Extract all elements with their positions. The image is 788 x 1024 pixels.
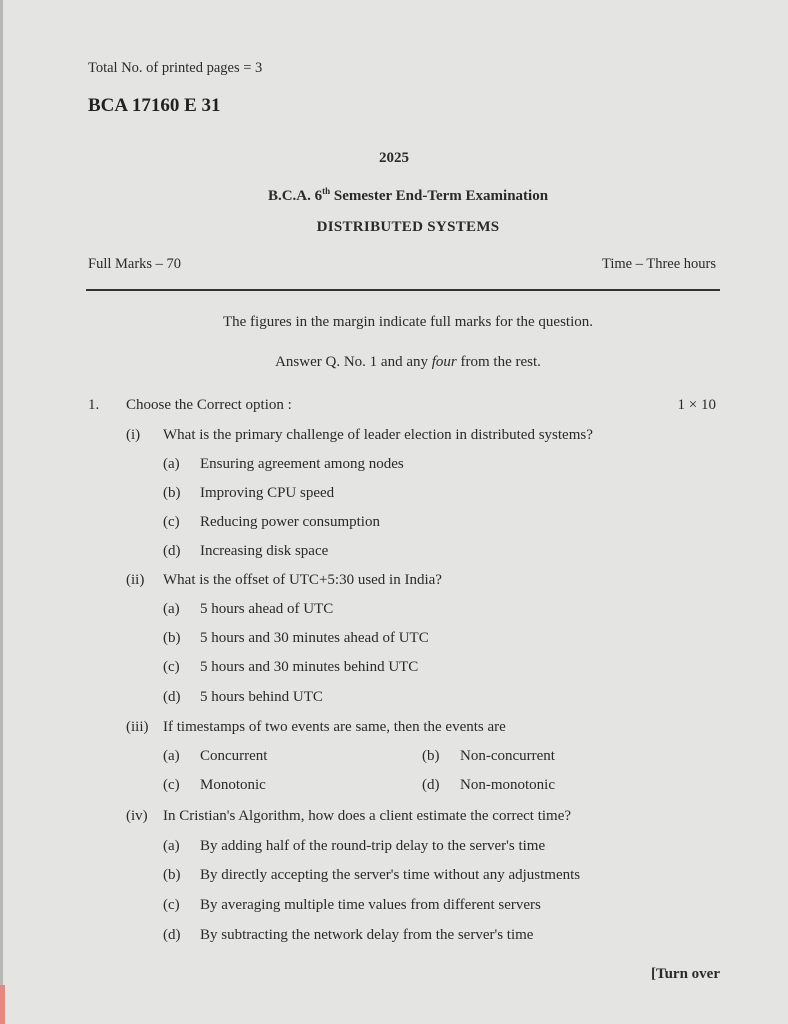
option-label: (b)	[163, 485, 181, 501]
exam-year: 2025	[379, 150, 409, 166]
page-edge	[0, 0, 3, 985]
time-allowed: Time – Three hours	[602, 256, 716, 272]
option-label: (b)	[163, 630, 181, 646]
subquestion-number: (ii)	[126, 572, 145, 588]
option-text: 5 hours and 30 minutes behind UTC	[200, 659, 419, 675]
option-text: Improving CPU speed	[200, 485, 335, 501]
option-label: (d)	[163, 689, 181, 705]
option-text: By subtracting the network delay from the server's time	[200, 927, 534, 943]
option-label: (d)	[163, 543, 181, 559]
subquestion-number: (iii)	[126, 719, 149, 735]
option-label: (a)	[163, 456, 180, 472]
option-text: By directly accepting the server's time without any adjustments	[200, 867, 581, 883]
option-text: Ensuring agreement among nodes	[200, 456, 404, 472]
question-number: 1.	[88, 397, 100, 413]
option-text: By adding half of the round-trip delay to the server's time	[200, 838, 546, 854]
option-label: (b)	[422, 748, 440, 764]
option-label: (d)	[422, 777, 440, 793]
option-label: (a)	[163, 601, 180, 617]
turn-over-note: [Turn over	[650, 966, 720, 982]
option-text: Non-monotonic	[460, 777, 555, 793]
printed-pages-note: Total No. of printed pages = 3	[88, 60, 263, 76]
option-label: (c)	[163, 777, 180, 793]
subquestion-number: (i)	[126, 427, 141, 443]
option-text: Monotonic	[200, 777, 266, 793]
option-label: (b)	[163, 867, 181, 883]
option-label: (c)	[163, 659, 180, 675]
subquestion-text: If timestamps of two events are same, then the events are	[163, 719, 506, 735]
option-text: Concurrent	[200, 748, 268, 764]
option-label: (c)	[163, 514, 180, 530]
option-text: Increasing disk space	[200, 543, 329, 559]
option-text: Non-concurrent	[460, 748, 555, 764]
option-text: Reducing power consumption	[200, 514, 380, 530]
instruction-marks: The figures in the margin indicate full marks for the question.	[222, 314, 594, 330]
question-text: Choose the Correct option :	[126, 397, 292, 413]
question-marks: 1 × 10	[677, 397, 716, 413]
option-text: By averaging multiple time values from different servers	[200, 897, 541, 913]
option-text: 5 hours behind UTC	[200, 689, 323, 705]
exam-title	[14, 186, 788, 205]
instruction-answer	[14, 354, 788, 371]
subquestion-text: What is the offset of UTC+5:30 used in India?	[163, 572, 442, 588]
paper-code: BCA 17160 E 31	[88, 95, 221, 116]
instruction-answer-emphasis: four	[431, 354, 457, 370]
option-label: (a)	[163, 748, 180, 764]
instruction-answer-suffix: from the rest.	[456, 354, 541, 370]
page-edge-accent	[0, 985, 5, 1024]
exam-title-suffix: Semester End-Term Examination	[330, 188, 549, 204]
instruction-answer-prefix: Answer Q. No. 1 and any	[275, 354, 432, 370]
subject-title: DISTRIBUTED SYSTEMS	[316, 219, 500, 235]
subquestion-text: What is the primary challenge of leader election in distributed systems?	[163, 427, 593, 443]
option-label: (a)	[163, 838, 180, 854]
exam-title-prefix: B.C.A. 6	[267, 188, 323, 204]
option-label: (d)	[163, 927, 181, 943]
subquestion-number: (iv)	[126, 808, 148, 824]
header-divider	[86, 289, 720, 291]
exam-title-sup: th	[322, 186, 331, 196]
option-text: 5 hours ahead of UTC	[200, 601, 334, 617]
option-text: 5 hours and 30 minutes ahead of UTC	[200, 630, 429, 646]
subquestion-text: In Cristian's Algorithm, how does a client estimate the correct time?	[163, 808, 572, 824]
full-marks: Full Marks – 70	[88, 256, 182, 272]
option-label: (c)	[163, 897, 180, 913]
